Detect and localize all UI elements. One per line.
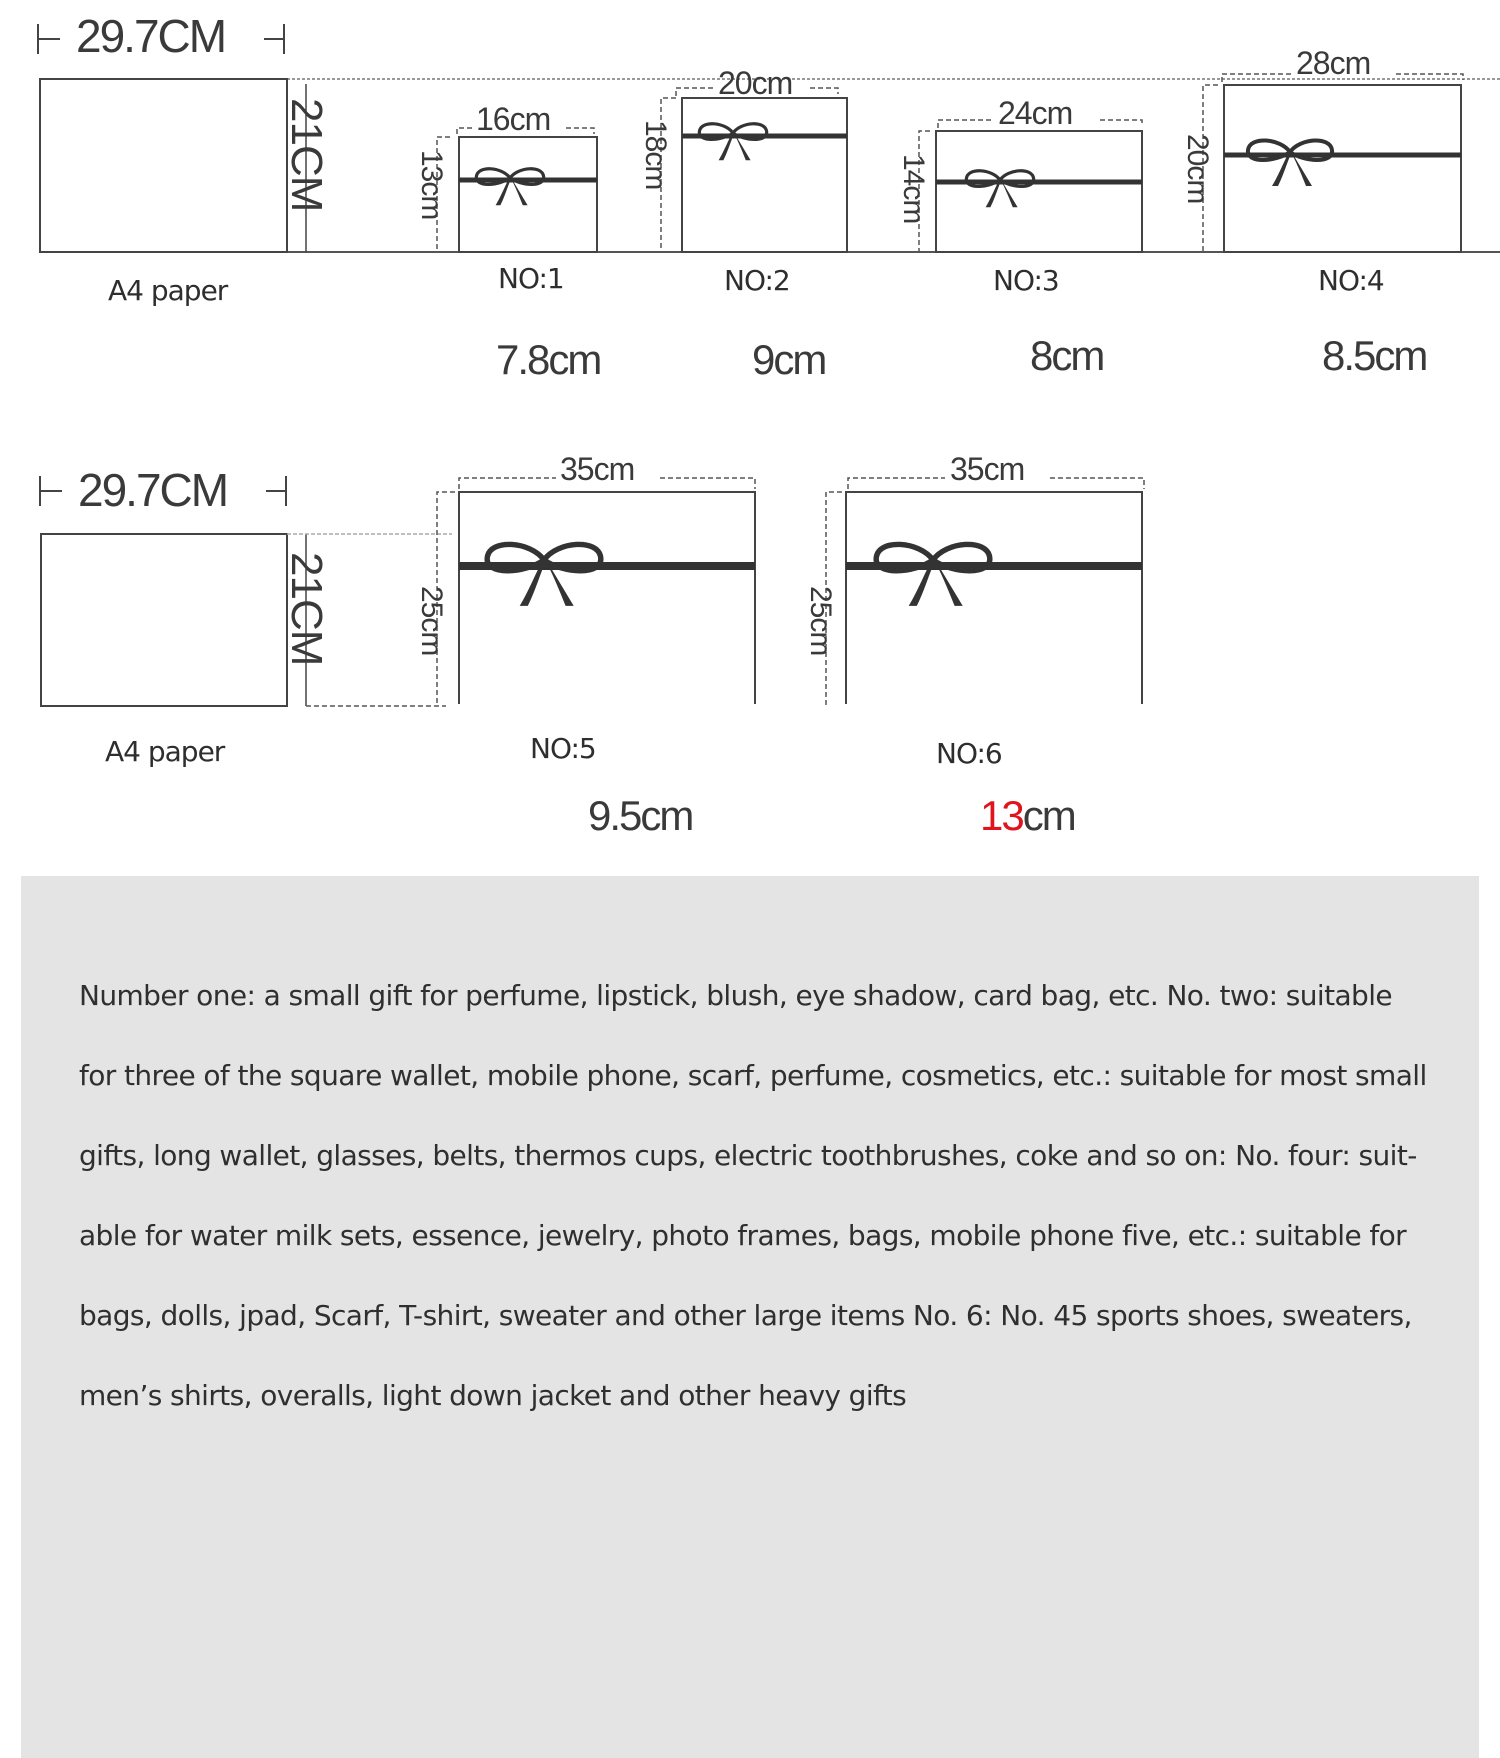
box-6-depth-highlight: 13 <box>980 792 1023 839</box>
size-comparison-diagram <box>0 0 1500 870</box>
box-6-width-label: 35cm <box>950 451 1025 487</box>
box-4-width-label: 28cm <box>1296 45 1371 81</box>
box-2-number: NO:2 <box>724 264 790 297</box>
box-no-5 <box>415 451 755 839</box>
box-4-number: NO:4 <box>1318 264 1384 297</box>
description-panel <box>21 876 1479 1758</box>
box-no-4 <box>1181 45 1463 379</box>
a4-height-label-2: 21CM <box>282 552 331 666</box>
box-3-number: NO:3 <box>993 264 1059 297</box>
box-6-depth <box>980 792 1075 839</box>
row-2 <box>40 451 1144 839</box>
box-2-height-label: 18cm <box>639 120 672 190</box>
a4-paper-label: A4 paper <box>108 274 228 307</box>
description-line: Number one: a small gift for perfume, lipstick, blush, eye shadow, card bag, etc. No. two: suitable <box>79 979 1393 1012</box>
box-1-number: NO:1 <box>498 262 564 295</box>
box-5-depth: 9.5cm <box>588 792 693 839</box>
box-no-2 <box>639 65 847 383</box>
a4-width-dimension-2 <box>40 464 286 516</box>
a4-paper-label-2: A4 paper <box>105 735 225 768</box>
box-1-depth: 7.8cm <box>496 336 601 383</box>
box-1-width-label: 16cm <box>476 101 551 137</box>
box-2-width-label: 20cm <box>718 65 793 101</box>
a4-paper-rect-2 <box>41 534 287 706</box>
description-line: for three of the square wallet, mobile phone, scarf, perfume, cosmetics, etc.: suitable for most small <box>79 1059 1427 1092</box>
row-1 <box>38 10 1500 383</box>
a4-paper-rect <box>40 79 287 252</box>
description-line: bags, dolls, jpad, Scarf, T-shirt, sweater and other large items No. 6: No. 45 sports shoes, sweaters, <box>79 1299 1412 1332</box>
box-no-3 <box>897 95 1142 379</box>
box-6-number: NO:6 <box>936 737 1002 770</box>
box-no-1 <box>415 101 600 383</box>
description-line: gifts, long wallet, glasses, belts, thermos cups, electric toothbrushes, coke and so on: No. four: suit- <box>79 1139 1417 1172</box>
a4-width-dimension <box>38 10 284 62</box>
a4-height-label: 21CM <box>282 98 331 212</box>
box-5-number: NO:5 <box>530 732 596 765</box>
description-line: men’s shirts, overalls, light down jacket and other heavy gifts <box>79 1379 907 1412</box>
box-3-depth: 8cm <box>1030 332 1104 379</box>
a4-width-label-2: 29.7CM <box>78 464 228 516</box>
box-4-height-label: 20cm <box>1181 134 1214 204</box>
box-5-height-label: 25cm <box>415 586 448 656</box>
box-1-height-label: 13cm <box>415 150 448 220</box>
box-2-depth: 9cm <box>752 336 826 383</box>
box-6-depth-unit: cm <box>1022 792 1075 839</box>
box-6-height-label: 25cm <box>804 586 837 656</box>
description-line: able for water milk sets, essence, jewelry, photo frames, bags, mobile phone five, etc.: suitable for <box>79 1219 1407 1252</box>
box-3-width-label: 24cm <box>998 95 1073 131</box>
box-3-height-label: 14cm <box>897 154 930 224</box>
box-no-6 <box>804 451 1144 839</box>
box-4-depth: 8.5cm <box>1322 332 1427 379</box>
box-5-width-label: 35cm <box>560 451 635 487</box>
a4-width-label: 29.7CM <box>76 10 226 62</box>
description-text <box>79 956 1449 1436</box>
